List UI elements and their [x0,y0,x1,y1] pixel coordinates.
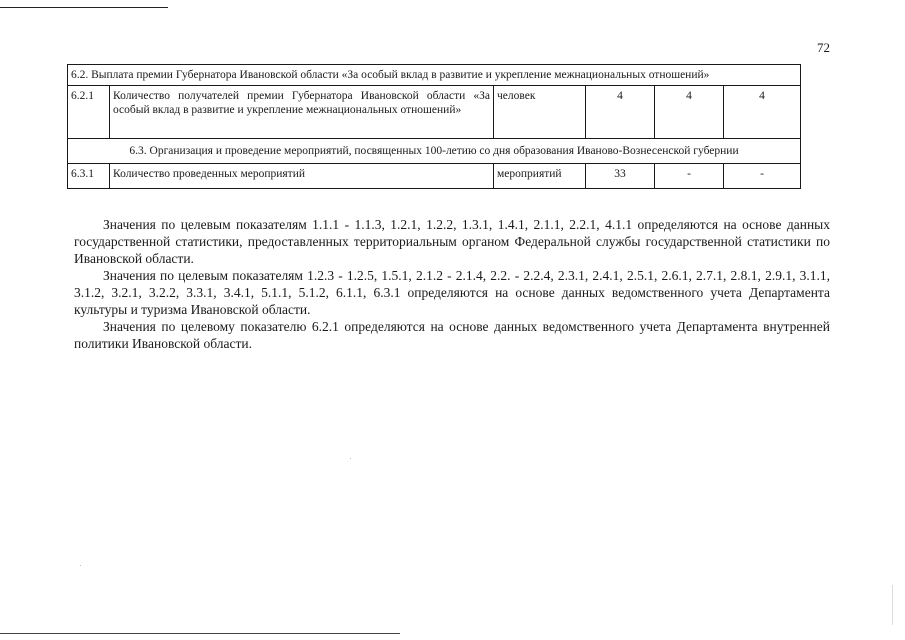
indicator-number: 6.2.1 [68,86,110,139]
indicator-value: 33 [586,164,655,189]
scan-speck [892,585,893,625]
indicator-value: 4 [724,86,801,139]
table-row [68,164,801,189]
indicator-value: 4 [655,86,724,139]
indicator-number: 6.3.1 [68,164,110,189]
scan-speck [80,565,81,566]
indicators-table [67,64,801,189]
section-row [68,65,801,86]
page-number: 72 [817,40,830,55]
indicator-value: 4 [586,86,655,139]
top-rule [0,7,168,8]
section-title-6-2: 6.2. Выплата премии Губернатора Ивановской области «За особый вклад в развитие и укрепление межнациональных отношений» [68,65,801,86]
note-paragraph: Значения по целевым показателям 1.2.3 - 1.2.5, 1.5.1, 2.1.2 - 2.1.4, 2.2. - 2.2.4, 2.3.1, 2.4.1, 2.5.1, 2.6.1, 2.7.1, 2.8.1, 2.9.1, 3.1.1, 3.1.2, 3.2.1, 3.2.2, 3.3.1, 3.4.1, 5.1.1, 5.1.2, 6.1.1, 6.3.1 определяются на основе данных ведомственного учета Департамента культуры и туризма Ивановской области. [74,268,830,317]
note-paragraph: Значения по целевым показателям 1.1.1 - 1.1.3, 1.2.1, 1.2.2, 1.3.1, 1.4.1, 2.1.1, 2.2.1, 4.1.1 определяются на основе данных государственной статистики, предоставленных территориальным органом Федеральной службы государственной статистики по Ивановской области. [74,217,830,266]
section-row [68,139,801,164]
table-row [68,86,801,139]
indicator-value: - [655,164,724,189]
indicator-unit: человек [494,86,586,139]
scan-speck [350,458,351,459]
indicator-name: Количество проведенных мероприятий [110,164,494,189]
note-paragraph: Значения по целевому показателю 6.2.1 определяются на основе данных ведомственного учета Департамента внутренней политики Ивановской области. [74,319,830,351]
indicator-value: - [724,164,801,189]
indicator-name: Количество получателей премии Губернатора Ивановской области «За особый вклад в развитие и укрепление межнациональных отношений» [110,86,494,139]
section-title-6-3: 6.3. Организация и проведение мероприятий, посвященных 100-летию со дня образования Иваново-Вознесенской губернии [68,139,801,164]
bottom-rule [0,633,400,634]
notes-block [74,216,830,352]
indicator-unit: мероприятий [494,164,586,189]
